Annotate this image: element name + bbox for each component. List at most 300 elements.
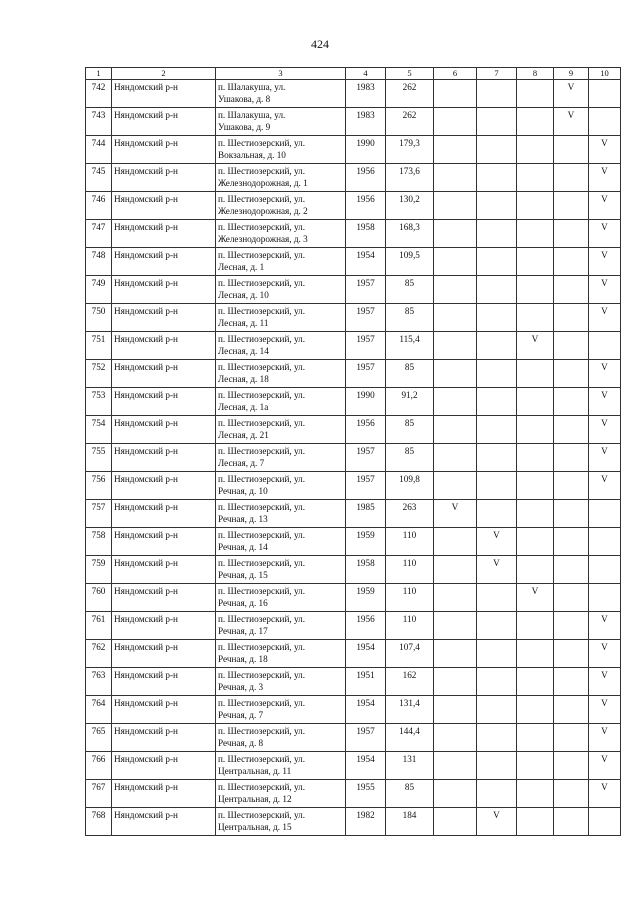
mark-cell-6 — [434, 668, 477, 696]
row-number: 760 — [86, 584, 112, 612]
year-cell: 1954 — [346, 752, 386, 780]
district-cell: Няндомский р-н — [112, 612, 216, 640]
mark-cell-8 — [517, 808, 554, 836]
table-row — [86, 584, 621, 612]
table-row — [86, 612, 621, 640]
address-line: п. Шестиозерский, ул. — [218, 418, 306, 428]
address-cell — [216, 108, 346, 136]
mark-cell-7 — [477, 360, 517, 388]
address-line: Железнодорожная, д. 1 — [218, 178, 308, 188]
mark-cell-7 — [477, 612, 517, 640]
area-cell: 85 — [386, 276, 434, 304]
mark-cell-7 — [477, 80, 517, 108]
address-line: п. Шестиозерский, ул. — [218, 166, 306, 176]
address-cell — [216, 584, 346, 612]
mark-cell-6 — [434, 640, 477, 668]
mark-cell-10: V — [589, 164, 621, 192]
mark-cell-10: V — [589, 612, 621, 640]
mark-cell-10 — [589, 528, 621, 556]
mark-cell-7 — [477, 248, 517, 276]
row-number: 745 — [86, 164, 112, 192]
mark-cell-9 — [554, 696, 589, 724]
mark-cell-7 — [477, 472, 517, 500]
address-line: Лесная, д. 10 — [218, 290, 269, 300]
table-row — [86, 360, 621, 388]
address-line: Железнодорожная, д. 2 — [218, 206, 308, 216]
district-cell: Няндомский р-н — [112, 500, 216, 528]
table-row — [86, 220, 621, 248]
mark-cell-9 — [554, 472, 589, 500]
address-cell — [216, 612, 346, 640]
district-cell: Няндомский р-н — [112, 192, 216, 220]
mark-cell-8 — [517, 528, 554, 556]
year-cell: 1957 — [346, 444, 386, 472]
table-row — [86, 416, 621, 444]
area-cell: 110 — [386, 556, 434, 584]
address-line: Лесная, д. 1 — [218, 262, 265, 272]
row-number: 761 — [86, 612, 112, 640]
district-cell: Няндомский р-н — [112, 164, 216, 192]
mark-cell-6 — [434, 416, 477, 444]
mark-cell-8 — [517, 136, 554, 164]
area-cell: 110 — [386, 584, 434, 612]
year-cell: 1959 — [346, 584, 386, 612]
mark-cell-10: V — [589, 696, 621, 724]
year-cell: 1990 — [346, 388, 386, 416]
address-line: п. Шестиозерский, ул. — [218, 530, 306, 540]
area-cell: 85 — [386, 444, 434, 472]
mark-cell-8 — [517, 388, 554, 416]
mark-cell-7 — [477, 752, 517, 780]
address-line: п. Шестиозерский, ул. — [218, 614, 306, 624]
mark-cell-6 — [434, 164, 477, 192]
address-line: п. Шестиозерский, ул. — [218, 810, 306, 820]
address-line: Лесная, д. 11 — [218, 318, 269, 328]
mark-cell-7: V — [477, 808, 517, 836]
area-cell: 109,5 — [386, 248, 434, 276]
mark-cell-7 — [477, 220, 517, 248]
area-cell: 168,3 — [386, 220, 434, 248]
address-line: Лесная, д. 14 — [218, 346, 269, 356]
row-number: 762 — [86, 640, 112, 668]
address-cell — [216, 276, 346, 304]
address-cell — [216, 528, 346, 556]
district-cell: Няндомский р-н — [112, 276, 216, 304]
address-line: Речная, д. 15 — [218, 570, 268, 580]
address-line: п. Шестиозерский, ул. — [218, 642, 306, 652]
mark-cell-9 — [554, 220, 589, 248]
housing-register-table — [85, 67, 621, 836]
column-header-8: 8 — [517, 68, 554, 80]
mark-cell-7 — [477, 780, 517, 808]
mark-cell-8 — [517, 248, 554, 276]
mark-cell-9 — [554, 752, 589, 780]
mark-cell-9 — [554, 192, 589, 220]
district-cell: Няндомский р-н — [112, 472, 216, 500]
row-number: 742 — [86, 80, 112, 108]
row-number: 764 — [86, 696, 112, 724]
district-cell: Няндомский р-н — [112, 388, 216, 416]
area-cell: 85 — [386, 780, 434, 808]
mark-cell-10: V — [589, 192, 621, 220]
mark-cell-9 — [554, 808, 589, 836]
address-cell — [216, 192, 346, 220]
row-number: 751 — [86, 332, 112, 360]
address-line: Лесная, д. 7 — [218, 458, 265, 468]
area-cell: 179,3 — [386, 136, 434, 164]
mark-cell-6 — [434, 584, 477, 612]
mark-cell-6 — [434, 472, 477, 500]
mark-cell-6 — [434, 332, 477, 360]
mark-cell-7 — [477, 276, 517, 304]
mark-cell-6 — [434, 528, 477, 556]
address-cell — [216, 500, 346, 528]
mark-cell-6 — [434, 108, 477, 136]
address-line: п. Шестиозерский, ул. — [218, 754, 306, 764]
row-number: 763 — [86, 668, 112, 696]
mark-cell-8: V — [517, 584, 554, 612]
address-line: п. Шестиозерский, ул. — [218, 306, 306, 316]
year-cell: 1990 — [346, 136, 386, 164]
mark-cell-9 — [554, 136, 589, 164]
row-number: 757 — [86, 500, 112, 528]
year-cell: 1954 — [346, 640, 386, 668]
mark-cell-8 — [517, 752, 554, 780]
mark-cell-6 — [434, 612, 477, 640]
mark-cell-7 — [477, 164, 517, 192]
address-line: п. Шестиозерский, ул. — [218, 474, 306, 484]
address-line: п. Шестиозерский, ул. — [218, 362, 306, 372]
mark-cell-8 — [517, 724, 554, 752]
district-cell: Няндомский р-н — [112, 136, 216, 164]
row-number: 752 — [86, 360, 112, 388]
row-number: 756 — [86, 472, 112, 500]
column-header-10: 10 — [589, 68, 621, 80]
column-number-header-row — [86, 68, 621, 80]
table-row — [86, 164, 621, 192]
column-header-1: 1 — [86, 68, 112, 80]
year-cell: 1959 — [346, 528, 386, 556]
mark-cell-7 — [477, 332, 517, 360]
table-row — [86, 780, 621, 808]
district-cell: Няндомский р-н — [112, 724, 216, 752]
district-cell: Няндомский р-н — [112, 696, 216, 724]
row-number: 753 — [86, 388, 112, 416]
mark-cell-10 — [589, 556, 621, 584]
address-line: п. Шестиозерский, ул. — [218, 446, 306, 456]
area-cell: 173,6 — [386, 164, 434, 192]
table-row — [86, 640, 621, 668]
year-cell: 1956 — [346, 416, 386, 444]
mark-cell-7 — [477, 388, 517, 416]
mark-cell-8 — [517, 164, 554, 192]
mark-cell-6 — [434, 696, 477, 724]
mark-cell-8 — [517, 444, 554, 472]
mark-cell-7: V — [477, 528, 517, 556]
address-line: п. Шестиозерский, ул. — [218, 194, 306, 204]
table-row — [86, 444, 621, 472]
table-row — [86, 668, 621, 696]
mark-cell-8 — [517, 780, 554, 808]
row-number: 749 — [86, 276, 112, 304]
address-line: п. Шестиозерский, ул. — [218, 698, 306, 708]
address-line: Лесная, д. 21 — [218, 430, 269, 440]
row-number: 748 — [86, 248, 112, 276]
district-cell: Няндомский р-н — [112, 332, 216, 360]
mark-cell-9 — [554, 416, 589, 444]
area-cell: 85 — [386, 304, 434, 332]
address-line: Речная, д. 18 — [218, 654, 268, 664]
row-number: 759 — [86, 556, 112, 584]
mark-cell-6: V — [434, 500, 477, 528]
mark-cell-7 — [477, 668, 517, 696]
address-line: п. Шалакуша, ул. — [218, 110, 286, 120]
mark-cell-10: V — [589, 304, 621, 332]
mark-cell-8 — [517, 640, 554, 668]
column-header-3: 3 — [216, 68, 346, 80]
district-cell: Няндомский р-н — [112, 780, 216, 808]
mark-cell-10: V — [589, 220, 621, 248]
mark-cell-8 — [517, 556, 554, 584]
area-cell: 262 — [386, 80, 434, 108]
mark-cell-7 — [477, 696, 517, 724]
area-cell: 85 — [386, 416, 434, 444]
column-header-6: 6 — [434, 68, 477, 80]
address-line: п. Шестиозерский, ул. — [218, 502, 306, 512]
year-cell: 1982 — [346, 808, 386, 836]
mark-cell-7 — [477, 108, 517, 136]
row-number: 743 — [86, 108, 112, 136]
address-cell — [216, 556, 346, 584]
mark-cell-6 — [434, 136, 477, 164]
district-cell: Няндомский р-н — [112, 584, 216, 612]
area-cell: 91,2 — [386, 388, 434, 416]
table-row — [86, 472, 621, 500]
area-cell: 144,4 — [386, 724, 434, 752]
area-cell: 109,8 — [386, 472, 434, 500]
mark-cell-8 — [517, 500, 554, 528]
mark-cell-7 — [477, 724, 517, 752]
address-line: п. Шестиозерский, ул. — [218, 586, 306, 596]
area-cell: 110 — [386, 528, 434, 556]
year-cell: 1957 — [346, 360, 386, 388]
mark-cell-10: V — [589, 276, 621, 304]
address-line: Речная, д. 3 — [218, 682, 264, 692]
address-cell — [216, 696, 346, 724]
mark-cell-10: V — [589, 724, 621, 752]
address-line: Вокзальная, д. 10 — [218, 150, 286, 160]
address-line: Железнодорожная, д. 3 — [218, 234, 308, 244]
area-cell: 184 — [386, 808, 434, 836]
mark-cell-6 — [434, 388, 477, 416]
table-row — [86, 108, 621, 136]
address-line: Речная, д. 8 — [218, 738, 264, 748]
mark-cell-8 — [517, 472, 554, 500]
district-cell: Няндомский р-н — [112, 80, 216, 108]
mark-cell-7 — [477, 584, 517, 612]
address-line: п. Шестиозерский, ул. — [218, 250, 306, 260]
mark-cell-8 — [517, 416, 554, 444]
row-number: 758 — [86, 528, 112, 556]
area-cell: 130,2 — [386, 192, 434, 220]
mark-cell-6 — [434, 808, 477, 836]
mark-cell-7 — [477, 192, 517, 220]
mark-cell-9 — [554, 388, 589, 416]
area-cell: 162 — [386, 668, 434, 696]
row-number: 747 — [86, 220, 112, 248]
address-line: п. Шестиозерский, ул. — [218, 138, 306, 148]
address-cell — [216, 388, 346, 416]
address-line: Центральная, д. 11 — [218, 766, 292, 776]
year-cell: 1983 — [346, 80, 386, 108]
address-cell — [216, 724, 346, 752]
mark-cell-7 — [477, 444, 517, 472]
address-line: Центральная, д. 15 — [218, 822, 292, 832]
mark-cell-10: V — [589, 444, 621, 472]
mark-cell-6 — [434, 276, 477, 304]
year-cell: 1954 — [346, 696, 386, 724]
mark-cell-9: V — [554, 108, 589, 136]
mark-cell-10: V — [589, 416, 621, 444]
row-number: 754 — [86, 416, 112, 444]
district-cell: Няндомский р-н — [112, 752, 216, 780]
mark-cell-7 — [477, 640, 517, 668]
mark-cell-9 — [554, 528, 589, 556]
mark-cell-9 — [554, 640, 589, 668]
address-line: п. Шестиозерский, ул. — [218, 782, 306, 792]
mark-cell-9 — [554, 500, 589, 528]
year-cell: 1958 — [346, 556, 386, 584]
mark-cell-9 — [554, 248, 589, 276]
mark-cell-9 — [554, 584, 589, 612]
mark-cell-9 — [554, 444, 589, 472]
address-cell — [216, 808, 346, 836]
address-cell — [216, 136, 346, 164]
mark-cell-9 — [554, 668, 589, 696]
table-row — [86, 556, 621, 584]
mark-cell-6 — [434, 360, 477, 388]
column-header-2: 2 — [112, 68, 216, 80]
address-line: Речная, д. 17 — [218, 626, 268, 636]
mark-cell-8 — [517, 696, 554, 724]
table-row — [86, 528, 621, 556]
mark-cell-10: V — [589, 388, 621, 416]
mark-cell-6 — [434, 80, 477, 108]
mark-cell-10 — [589, 584, 621, 612]
year-cell: 1957 — [346, 332, 386, 360]
mark-cell-6 — [434, 304, 477, 332]
table-row — [86, 500, 621, 528]
address-line: п. Шестиозерский, ул. — [218, 222, 306, 232]
mark-cell-10 — [589, 332, 621, 360]
mark-cell-6 — [434, 752, 477, 780]
mark-cell-10: V — [589, 752, 621, 780]
column-header-5: 5 — [386, 68, 434, 80]
address-cell — [216, 332, 346, 360]
year-cell: 1956 — [346, 164, 386, 192]
address-cell — [216, 360, 346, 388]
row-number: 766 — [86, 752, 112, 780]
mark-cell-10: V — [589, 360, 621, 388]
row-number: 768 — [86, 808, 112, 836]
mark-cell-6 — [434, 444, 477, 472]
mark-cell-10: V — [589, 248, 621, 276]
mark-cell-9 — [554, 360, 589, 388]
address-line: Лесная, д. 18 — [218, 374, 269, 384]
mark-cell-10 — [589, 108, 621, 136]
mark-cell-6 — [434, 724, 477, 752]
table-row — [86, 332, 621, 360]
district-cell: Няндомский р-н — [112, 808, 216, 836]
column-header-9: 9 — [554, 68, 589, 80]
mark-cell-9 — [554, 612, 589, 640]
year-cell: 1983 — [346, 108, 386, 136]
mark-cell-9 — [554, 304, 589, 332]
row-number: 765 — [86, 724, 112, 752]
address-cell — [216, 304, 346, 332]
district-cell: Няндомский р-н — [112, 528, 216, 556]
address-line: Речная, д. 14 — [218, 542, 268, 552]
area-cell: 131,4 — [386, 696, 434, 724]
mark-cell-7: V — [477, 556, 517, 584]
address-line: Речная, д. 13 — [218, 514, 268, 524]
mark-cell-8 — [517, 220, 554, 248]
district-cell: Няндомский р-н — [112, 668, 216, 696]
area-cell: 263 — [386, 500, 434, 528]
table-row — [86, 696, 621, 724]
table-row — [86, 724, 621, 752]
mark-cell-7 — [477, 304, 517, 332]
address-line: Речная, д. 7 — [218, 710, 264, 720]
table-row — [86, 388, 621, 416]
table-row — [86, 248, 621, 276]
mark-cell-8 — [517, 80, 554, 108]
mark-cell-8 — [517, 192, 554, 220]
column-header-7: 7 — [477, 68, 517, 80]
area-cell: 262 — [386, 108, 434, 136]
mark-cell-7 — [477, 136, 517, 164]
row-number: 750 — [86, 304, 112, 332]
mark-cell-7 — [477, 416, 517, 444]
year-cell: 1954 — [346, 248, 386, 276]
address-cell — [216, 248, 346, 276]
mark-cell-10: V — [589, 780, 621, 808]
district-cell: Няндомский р-н — [112, 640, 216, 668]
address-cell — [216, 668, 346, 696]
table-row — [86, 276, 621, 304]
address-line: Центральная, д. 12 — [218, 794, 292, 804]
district-cell: Няндомский р-н — [112, 248, 216, 276]
mark-cell-8 — [517, 668, 554, 696]
mark-cell-8 — [517, 612, 554, 640]
address-line: п. Шестиозерский, ул. — [218, 726, 306, 736]
mark-cell-8 — [517, 276, 554, 304]
mark-cell-7 — [477, 500, 517, 528]
row-number: 755 — [86, 444, 112, 472]
district-cell: Няндомский р-н — [112, 220, 216, 248]
mark-cell-9 — [554, 276, 589, 304]
address-line: п. Шестиозерский, ул. — [218, 278, 306, 288]
table-row — [86, 136, 621, 164]
mark-cell-9 — [554, 164, 589, 192]
year-cell: 1956 — [346, 192, 386, 220]
area-cell: 115,4 — [386, 332, 434, 360]
year-cell: 1951 — [346, 668, 386, 696]
address-cell — [216, 416, 346, 444]
year-cell: 1955 — [346, 780, 386, 808]
mark-cell-10 — [589, 808, 621, 836]
address-line: Лесная, д. 1а — [218, 402, 269, 412]
